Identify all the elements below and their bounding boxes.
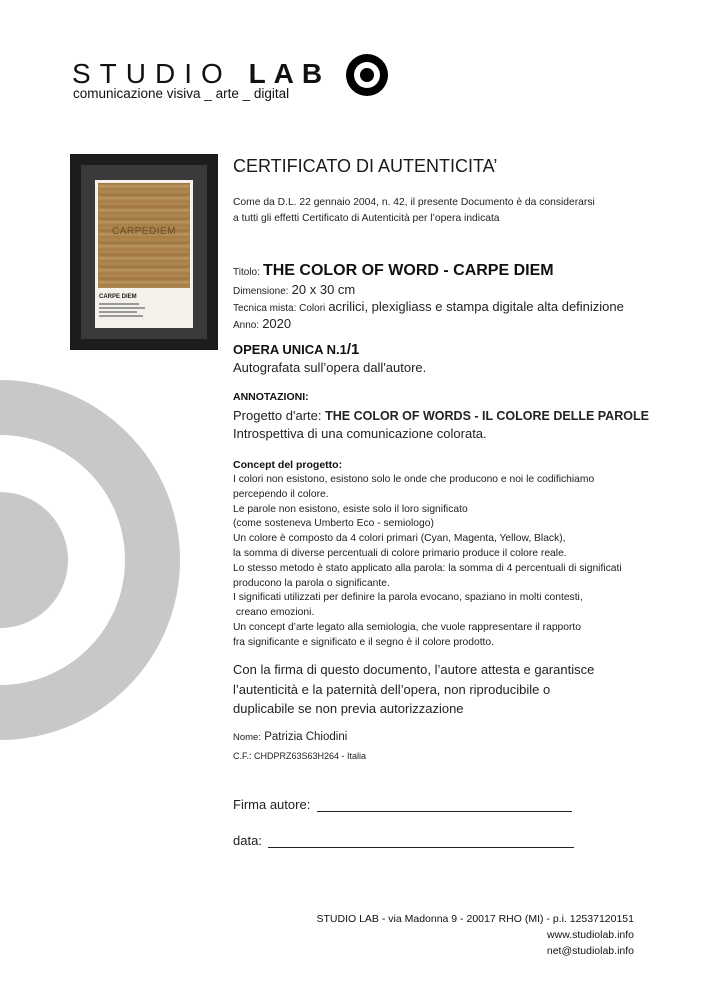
- signature-line: duplicabile se non previa autorizzazione: [233, 701, 464, 716]
- certificate-intro: [233, 195, 663, 227]
- titolo-label: Titolo:: [233, 267, 260, 278]
- anno-value: 2020: [262, 316, 292, 331]
- progetto-label: Progetto d'arte:: [233, 408, 326, 423]
- brand-tagline: comunicazione visiva _ arte _ digital: [73, 86, 290, 101]
- opera-number: /1: [346, 341, 360, 358]
- footer-website: www.studiolab.info: [547, 929, 634, 941]
- dimensione-label: Dimensione:: [233, 286, 289, 297]
- tecnica-value: acrilici, plexigliass e stampa digitale alta definizione: [328, 299, 624, 314]
- progetto-value: THE COLOR OF WORDS - IL COLORE DELLE PAROLE: [325, 409, 649, 423]
- intro-line: a tutti gli effetti Certificato di Autenticità per l’opera indicata: [233, 213, 500, 224]
- titolo-row: [233, 262, 554, 280]
- nome-row: [233, 731, 347, 743]
- dimensione-value: 20 x 30 cm: [291, 282, 356, 297]
- brand-name-bold: LAB: [248, 58, 331, 89]
- autografata-text: Autografata sull’opera dall'autore.: [233, 360, 427, 375]
- concept-line: Lo stesso metodo è stato applicato alla parola: la somma di 4 percentuali di significati: [233, 562, 622, 574]
- intro-line: Come da D.L. 22 gennaio 2004, n. 42, il presente Documento è da considerarsi: [233, 197, 595, 208]
- data-signature-line: [268, 847, 574, 848]
- data-label: data:: [233, 833, 262, 848]
- signature-line: l’autenticità e la paternità dell’opera, non riproducibile o: [233, 681, 551, 697]
- concept-line: la somma di diverse percentuali di colore primario produce il colore reale.: [233, 547, 567, 559]
- anno-row: [233, 316, 291, 331]
- concept-heading: Concept del progetto:: [233, 459, 343, 471]
- decorative-rings-icon: [0, 370, 200, 750]
- firma-label: Firma autore:: [233, 797, 311, 812]
- footer-email: net@studiolab.info: [546, 945, 634, 957]
- nome-value: Patrizia Chiodini: [264, 731, 348, 743]
- progetto-row: [233, 408, 649, 423]
- logo-target-icon: [345, 53, 389, 97]
- artwork-card-line: [99, 311, 137, 313]
- introspettiva-text: Introspettiva di una comunicazione colorata.: [233, 426, 487, 441]
- concept-line: I significati utilizzati per definire la parola evocano, spaziano in molti contesti,: [233, 592, 583, 604]
- concept-line: (come sosteneva Umberto Eco - semiologo): [233, 518, 434, 530]
- concept-line: Un colore è composto da 4 colori primari (Cyan, Magenta, Yellow, Black),: [233, 533, 566, 545]
- brand-name-light: STUDIO: [72, 58, 249, 89]
- concept-line: producono la parola o significante.: [233, 577, 390, 589]
- dimensione-row: [233, 282, 355, 297]
- concept-line: Le parole non esistono, esiste solo il loro significato: [233, 503, 468, 515]
- signature-line: Con la firma di questo documento, l’autore attesta e garantisce: [233, 662, 595, 677]
- firma-signature-line: [317, 811, 572, 812]
- artwork-card-line: [99, 303, 139, 305]
- annotazioni-heading: ANNOTAZIONI:: [233, 391, 309, 403]
- tecnica-label: Tecnica mista: Colori: [233, 303, 326, 314]
- artwork-card-line: [99, 307, 145, 309]
- nome-label: Nome:: [233, 732, 261, 743]
- titolo-value: THE COLOR OF WORD - CARPE DIEM: [262, 262, 554, 279]
- tecnica-row: [233, 299, 624, 314]
- concept-line: Un concept d’arte legato alla semiologia, che vuole rappresentare il rapporto: [233, 621, 582, 633]
- codice-fiscale: C.F.: CHDPRZ63S63H264 - Italia: [233, 751, 367, 761]
- concept-line: fra significante e significato e il segno è il colore prodotto.: [233, 636, 495, 648]
- opera-unica: [233, 341, 359, 358]
- artwork-wood-text: CARPEDIEM: [112, 226, 176, 237]
- concept-line: percependo il colore.: [233, 488, 329, 500]
- artwork-card-title: CARPE DIEM: [99, 294, 137, 300]
- certificate-title: CERTIFICATO DI AUTENTICITA’: [233, 156, 498, 176]
- artwork-card-line: [99, 315, 143, 317]
- anno-label: Anno:: [233, 320, 260, 331]
- footer: [317, 911, 635, 959]
- footer-address: STUDIO LAB - via Madonna 9 - 20017 RHO (MI) - p.i. 12537120151: [316, 913, 634, 925]
- concept-line: I colori non esistono, esistono solo le onde che producono e noi le codifichiamo: [233, 474, 595, 485]
- signature-statement: [233, 660, 594, 719]
- concept-body: [233, 473, 622, 651]
- concept-line: creano emozioni.: [233, 607, 315, 619]
- opera-label: OPERA UNICA N.1: [233, 342, 347, 357]
